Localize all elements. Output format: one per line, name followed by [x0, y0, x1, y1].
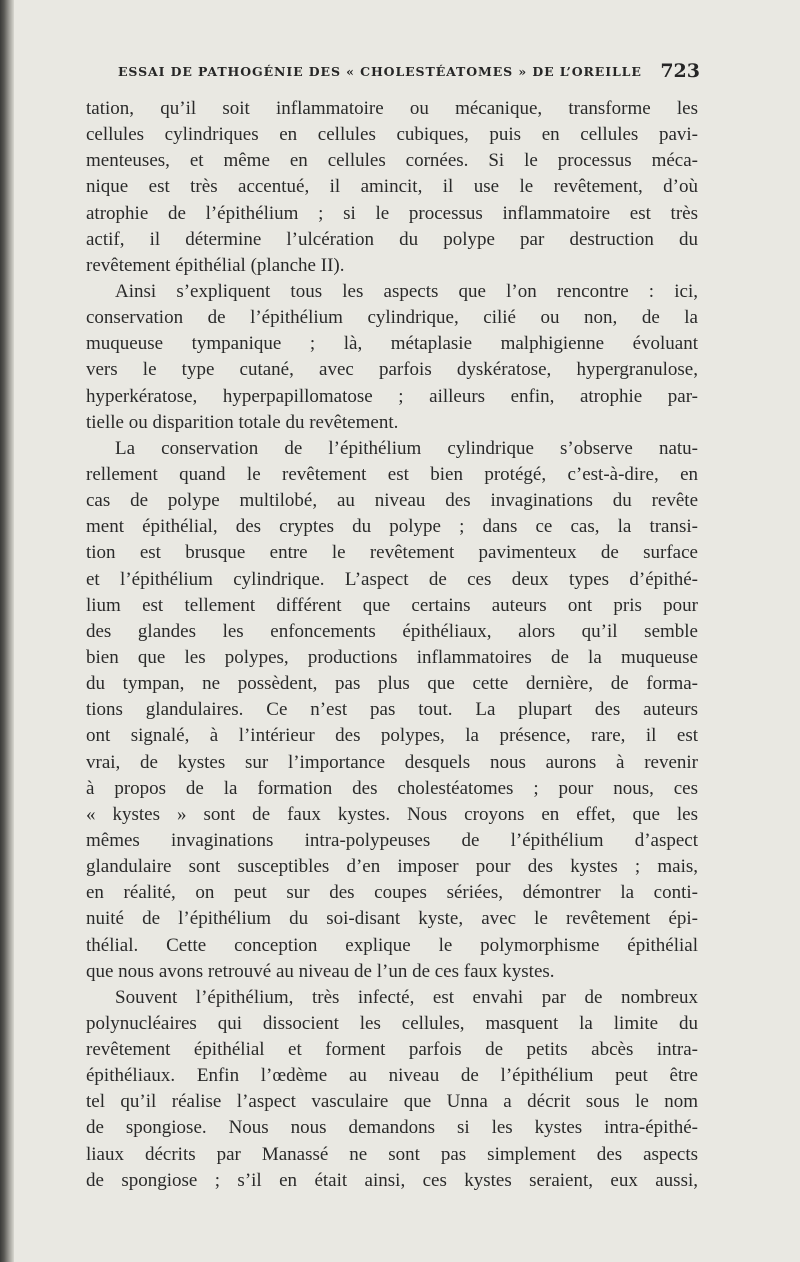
body-text — [86, 96, 698, 1194]
text-line: Ainsi s’expliquent tous les aspects que l’on rencontre : ici, — [115, 280, 698, 302]
text-line: tion est brusque entre le revêtement pavimenteux de surface — [86, 542, 698, 564]
text-line: tation, qu’il soit inflammatoire ou mécanique, transforme les — [86, 98, 698, 119]
text-line: tielle ou disparition totale du revêtement. — [86, 411, 399, 433]
text-line: de spongiose. Nous nous demandons si les kystes intra-épithé- — [86, 1117, 698, 1139]
text-line: « kystes » sont de faux kystes. Nous croyons en effet, que les — [86, 803, 698, 825]
text-line: Souvent l’épithélium, très infecté, est envahi par de nombreux — [115, 986, 698, 1008]
text-line: et l’épithélium cylindrique. L’aspect de ces deux types d’épithé- — [86, 568, 698, 590]
text-line: ment épithélial, des cryptes du polype ; dans ce cas, la transi- — [86, 516, 698, 538]
text-line: revêtement épithélial (planche II). — [86, 254, 345, 276]
text-line: lium est tellement différent que certains auteurs ont pris pour — [86, 594, 698, 616]
text-line: atrophie de l’épithélium ; si le processus inflammatoire est très — [86, 202, 698, 224]
text-line: des glandes les enfoncements épithéliaux, alors qu’il semble — [86, 620, 698, 642]
text-line: tel qu’il réalise l’aspect vasculaire que Unna a décrit sous le nom — [86, 1091, 698, 1113]
text-line: ont signalé, à l’intérieur des polypes, la présence, rare, il est — [86, 725, 698, 747]
text-line: nuité de l’épithélium du soi-disant kyste, avec le revêtement épi- — [86, 908, 698, 930]
page-number: 723 — [660, 60, 700, 82]
text-line: que nous avons retrouvé au niveau de l’un de ces faux kystes. — [86, 960, 555, 982]
book-spine-shadow — [0, 0, 14, 1262]
text-line: thélial. Cette conception explique le polymorphisme épithélial — [86, 934, 698, 956]
text-line: actif, il détermine l’ulcération du polype par destruction du — [86, 228, 698, 250]
text-line: cas de polype multilobé, au niveau des invaginations du revête — [86, 490, 698, 512]
text-line: bien que les polypes, productions inflammatoires de la muqueuse — [86, 646, 698, 668]
text-line: mêmes invaginations intra-polypeuses de l’épithélium d’aspect — [86, 829, 698, 851]
text-line: polynucléaires qui dissocient les cellules, masquent la limite du — [86, 1012, 698, 1034]
text-line: revêtement épithélial et forment parfois de petits abcès intra- — [86, 1039, 698, 1061]
text-line: de spongiose ; s’il en était ainsi, ces kystes seraient, eux aussi, — [86, 1169, 698, 1191]
text-line: La conservation de l’épithélium cylindrique s’observe natu- — [115, 437, 698, 459]
text-line: à propos de la formation des cholestéatomes ; pour nous, ces — [86, 777, 698, 799]
text-line: menteuses, et même en cellules cornées. Si le processus méca- — [86, 150, 698, 172]
text-line: en réalité, on peut sur des coupes sériées, démontrer la conti- — [86, 882, 698, 904]
text-line: du tympan, ne possèdent, pas plus que cette dernière, de forma- — [86, 673, 698, 695]
text-line: hyperkératose, hyperpapillomatose ; ailleurs enfin, atrophie par- — [86, 385, 698, 407]
text-line: tions glandulaires. Ce n’est pas tout. La plupart des auteurs — [86, 699, 698, 721]
text-line: liaux décrits par Manassé ne sont pas simplement des aspects — [86, 1143, 698, 1165]
text-line: vrai, de kystes sur l’importance desquels nous aurons à revenir — [86, 751, 698, 773]
text-line: rellement quand le revêtement est bien protégé, c’est-à-dire, en — [86, 463, 698, 485]
text-line: épithéliaux. Enfin l’œdème au niveau de l’épithélium peut être — [86, 1065, 698, 1087]
text-line: cellules cylindriques en cellules cubiques, puis en cellules pavi- — [86, 124, 698, 146]
running-header — [118, 60, 700, 84]
text-line: muqueuse tympanique ; là, métaplasie malphigienne évoluant — [86, 333, 698, 355]
text-line: glandulaire sont susceptibles d’en imposer pour des kystes ; mais, — [86, 856, 698, 878]
running-title: ESSAI DE PATHOGÉNIE DES « CHOLESTÉATOMES » DE L’OREILLE — [118, 64, 642, 79]
text-line: nique est très accentué, il amincit, il use le revêtement, d’où — [86, 176, 698, 198]
text-line: conservation de l’épithélium cylindrique, cilié ou non, de la — [86, 307, 698, 329]
text-line: vers le type cutané, avec parfois dyskératose, hypergranulose, — [86, 359, 698, 381]
